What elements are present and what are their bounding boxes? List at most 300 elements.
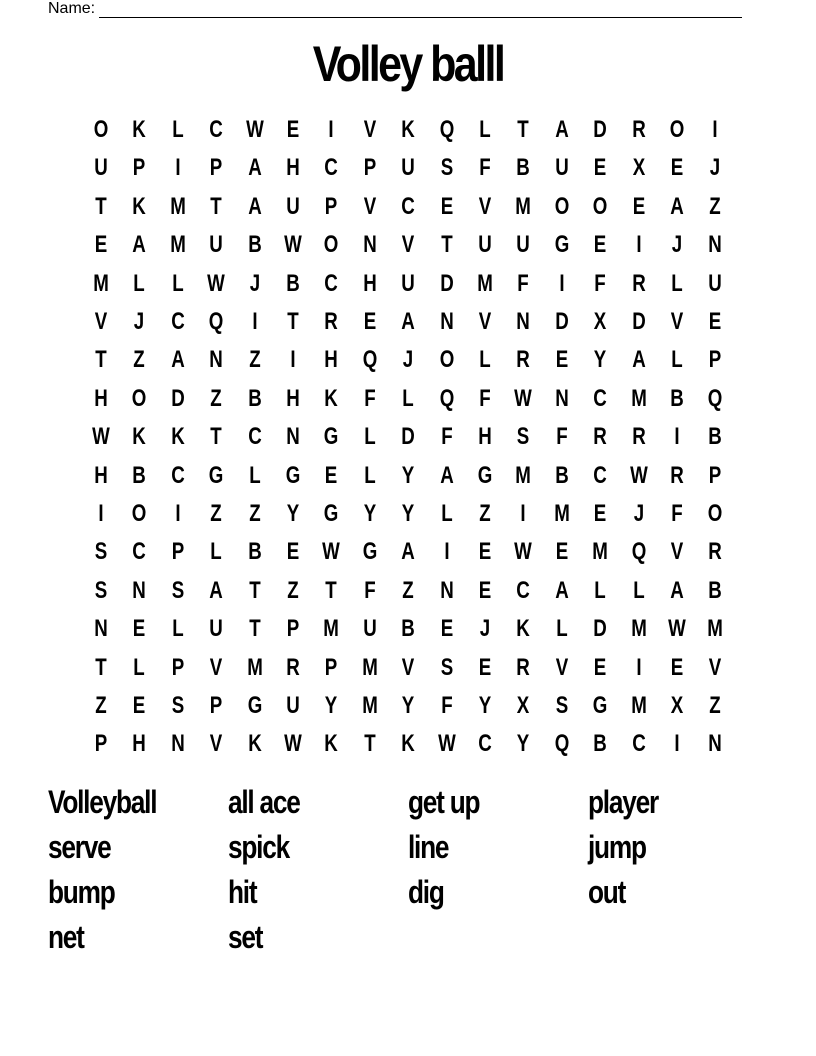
- grid-letter[interactable]: Z: [248, 346, 261, 374]
- grid-letter[interactable]: T: [364, 730, 376, 758]
- grid-letter[interactable]: C: [631, 730, 646, 758]
- grid-letter[interactable]: E: [440, 192, 453, 220]
- grid-letter[interactable]: F: [479, 384, 491, 412]
- grid-letter[interactable]: V: [670, 538, 684, 566]
- grid-letter[interactable]: L: [172, 615, 184, 643]
- grid-letter[interactable]: F: [479, 154, 491, 182]
- name-underline[interactable]: [99, 3, 742, 18]
- grid-letter[interactable]: K: [132, 116, 147, 143]
- grid-letter[interactable]: W: [514, 384, 533, 412]
- grid-letter[interactable]: W: [245, 116, 264, 143]
- grid-letter[interactable]: L: [133, 269, 146, 297]
- grid-letter[interactable]: Q: [439, 116, 454, 143]
- grid-letter[interactable]: C: [478, 730, 492, 758]
- grid-letter[interactable]: M: [361, 692, 378, 719]
- grid-letter[interactable]: N: [363, 231, 377, 259]
- grid-letter[interactable]: Y: [401, 500, 415, 527]
- grid-letter[interactable]: L: [402, 384, 414, 412]
- grid-letter[interactable]: W: [92, 423, 110, 451]
- grid-letter[interactable]: I: [251, 308, 258, 335]
- grid-letter[interactable]: B: [247, 231, 262, 259]
- grid-letter[interactable]: J: [671, 231, 683, 259]
- grid-letter[interactable]: H: [286, 384, 300, 412]
- grid-letter[interactable]: V: [670, 308, 684, 335]
- grid-letter[interactable]: E: [325, 461, 338, 489]
- grid-letter[interactable]: X: [517, 692, 530, 719]
- grid-letter[interactable]: H: [324, 346, 339, 374]
- word-list-item: set: [228, 919, 263, 955]
- grid-letter[interactable]: I: [559, 269, 565, 297]
- grid-letter[interactable]: Q: [362, 346, 378, 374]
- grid-letter[interactable]: D: [593, 116, 607, 143]
- grid-row: [82, 418, 733, 456]
- grid-letter[interactable]: M: [630, 615, 647, 643]
- grid-letter[interactable]: A: [209, 576, 223, 604]
- grid-letter[interactable]: M: [630, 692, 647, 719]
- grid-letter[interactable]: C: [171, 461, 185, 489]
- grid-letter[interactable]: Z: [95, 692, 107, 719]
- grid-letter[interactable]: M: [93, 269, 109, 297]
- grid-letter[interactable]: I: [635, 653, 642, 681]
- grid-letter[interactable]: V: [478, 192, 492, 220]
- grid-letter[interactable]: W: [437, 730, 456, 758]
- grid-letter[interactable]: W: [629, 461, 648, 489]
- grid-letter[interactable]: E: [670, 154, 684, 182]
- grid-letter[interactable]: I: [635, 231, 642, 259]
- grid-letter[interactable]: Z: [402, 576, 414, 604]
- grid-letter[interactable]: A: [555, 576, 569, 604]
- grid-letter[interactable]: B: [132, 461, 147, 489]
- grid-letter[interactable]: S: [171, 692, 185, 719]
- grid-letter[interactable]: A: [439, 461, 454, 489]
- grid-letter[interactable]: M: [323, 615, 340, 643]
- grid-letter[interactable]: B: [516, 154, 531, 182]
- grid-letter[interactable]: H: [94, 384, 108, 412]
- grid-letter[interactable]: L: [440, 500, 453, 527]
- grid-letter[interactable]: A: [670, 192, 684, 220]
- grid-letter[interactable]: S: [440, 154, 453, 182]
- grid-letter[interactable]: W: [322, 538, 341, 566]
- grid-letter[interactable]: E: [555, 346, 569, 374]
- grid-letter[interactable]: V: [478, 308, 492, 335]
- grid-letter[interactable]: B: [593, 730, 607, 758]
- grid-letter[interactable]: G: [324, 500, 339, 527]
- grid-letter[interactable]: N: [286, 423, 300, 451]
- grid-letter[interactable]: C: [132, 538, 147, 566]
- grid-letter[interactable]: U: [401, 269, 415, 297]
- grid-letter[interactable]: Q: [708, 384, 723, 412]
- grid-letter[interactable]: T: [95, 192, 107, 220]
- grid-letter[interactable]: Y: [325, 692, 338, 719]
- grid-letter[interactable]: Q: [554, 730, 570, 758]
- grid-row: [82, 533, 733, 571]
- grid-letter[interactable]: Z: [287, 576, 299, 604]
- grid-letter[interactable]: F: [364, 384, 376, 412]
- grid-letter[interactable]: L: [671, 269, 683, 297]
- grid-letter[interactable]: A: [555, 116, 569, 143]
- grid-letter[interactable]: H: [286, 154, 300, 182]
- grid-letter[interactable]: U: [286, 192, 300, 220]
- word-list-item: hit: [228, 874, 257, 910]
- word-list-item: all ace: [228, 784, 300, 820]
- grid-letter[interactable]: E: [286, 116, 300, 143]
- grid-letter[interactable]: U: [94, 154, 108, 182]
- grid-letter[interactable]: V: [401, 231, 415, 259]
- grid-letter[interactable]: I: [443, 538, 450, 566]
- grid-letter[interactable]: R: [324, 308, 339, 335]
- grid-letter[interactable]: V: [709, 653, 722, 681]
- grid-letter[interactable]: S: [440, 653, 453, 681]
- grid-letter[interactable]: B: [708, 576, 723, 604]
- grid-letter[interactable]: Z: [210, 384, 222, 412]
- grid-letter[interactable]: C: [209, 116, 223, 143]
- grid-letter[interactable]: V: [363, 192, 377, 220]
- grid-letter[interactable]: K: [401, 730, 415, 758]
- grid-letter[interactable]: T: [210, 192, 222, 220]
- grid-letter[interactable]: U: [516, 231, 531, 259]
- grid-letter[interactable]: A: [247, 192, 262, 220]
- grid-letter[interactable]: Y: [363, 500, 377, 527]
- grid-letter[interactable]: G: [477, 461, 493, 489]
- grid-letter[interactable]: E: [440, 615, 453, 643]
- grid-letter[interactable]: M: [169, 231, 186, 259]
- grid-letter[interactable]: D: [401, 423, 415, 451]
- grid-letter[interactable]: F: [556, 423, 568, 451]
- grid-letter[interactable]: A: [670, 576, 684, 604]
- grid-letter[interactable]: D: [439, 269, 454, 297]
- grid-letter[interactable]: M: [169, 192, 186, 220]
- grid-letter[interactable]: G: [592, 692, 608, 719]
- word-list-item: line: [408, 829, 449, 865]
- grid-letter[interactable]: N: [439, 308, 454, 335]
- grid-letter[interactable]: F: [671, 500, 683, 527]
- grid-letter[interactable]: L: [248, 461, 261, 489]
- grid-letter[interactable]: I: [175, 154, 181, 182]
- grid-letter[interactable]: N: [708, 231, 723, 259]
- grid-letter[interactable]: E: [593, 500, 607, 527]
- grid-letter[interactable]: R: [631, 116, 646, 143]
- grid-letter[interactable]: C: [593, 461, 607, 489]
- grid-letter[interactable]: Y: [286, 500, 300, 527]
- grid-letter[interactable]: X: [593, 308, 607, 335]
- grid-letter[interactable]: P: [133, 154, 146, 182]
- grid-letter[interactable]: E: [94, 231, 108, 259]
- grid-letter[interactable]: E: [709, 308, 722, 335]
- grid-letter[interactable]: P: [709, 461, 722, 489]
- grid-letter[interactable]: U: [478, 231, 492, 259]
- word-list: [48, 780, 768, 960]
- grid-letter[interactable]: M: [361, 653, 378, 681]
- grid-letter[interactable]: I: [712, 116, 718, 143]
- grid-letter[interactable]: J: [134, 308, 145, 335]
- grid-letter[interactable]: M: [515, 461, 532, 489]
- grid-letter[interactable]: M: [592, 538, 608, 566]
- grid-letter[interactable]: H: [94, 461, 108, 489]
- grid-letter[interactable]: K: [401, 116, 415, 143]
- grid-letter[interactable]: Z: [479, 500, 491, 527]
- grid-letter[interactable]: N: [439, 576, 454, 604]
- grid-letter[interactable]: R: [516, 346, 531, 374]
- grid-letter[interactable]: M: [707, 615, 724, 643]
- grid-letter[interactable]: T: [210, 423, 222, 451]
- grid-letter[interactable]: Y: [593, 346, 607, 374]
- grid-letter[interactable]: I: [674, 730, 680, 758]
- grid-letter[interactable]: C: [324, 269, 339, 297]
- grid-letter[interactable]: V: [401, 653, 415, 681]
- grid-letter[interactable]: L: [556, 615, 568, 643]
- grid-letter[interactable]: X: [632, 154, 645, 182]
- grid-letter[interactable]: P: [363, 154, 377, 182]
- grid-letter[interactable]: L: [671, 346, 683, 374]
- grid-letter[interactable]: V: [209, 730, 223, 758]
- grid-letter[interactable]: G: [324, 423, 339, 451]
- grid-letter[interactable]: T: [517, 116, 530, 143]
- grid-letter[interactable]: E: [133, 692, 146, 719]
- grid-letter[interactable]: O: [93, 116, 109, 143]
- grid-letter[interactable]: Q: [631, 538, 646, 566]
- grid-letter[interactable]: U: [401, 154, 415, 182]
- grid-letter[interactable]: A: [401, 308, 415, 335]
- grid-letter[interactable]: F: [440, 423, 453, 451]
- grid-letter[interactable]: N: [516, 308, 531, 335]
- grid-letter[interactable]: N: [708, 730, 723, 758]
- grid-letter[interactable]: J: [249, 269, 260, 297]
- grid-letter[interactable]: C: [401, 192, 415, 220]
- grid-letter[interactable]: I: [175, 500, 181, 527]
- grid-letter[interactable]: S: [171, 576, 185, 604]
- grid-letter[interactable]: N: [94, 615, 108, 643]
- grid-letter[interactable]: D: [171, 384, 185, 412]
- grid-letter[interactable]: O: [592, 192, 608, 220]
- grid-letter[interactable]: R: [631, 269, 646, 297]
- grid-letter[interactable]: A: [247, 154, 262, 182]
- grid-letter[interactable]: E: [593, 653, 607, 681]
- grid-letter[interactable]: Z: [210, 500, 222, 527]
- grid-letter[interactable]: W: [284, 730, 302, 758]
- grid-letter[interactable]: B: [247, 384, 262, 412]
- grid-letter[interactable]: G: [208, 461, 224, 489]
- grid-letter[interactable]: U: [209, 615, 223, 643]
- grid-letter[interactable]: U: [286, 692, 300, 719]
- grid-letter[interactable]: N: [209, 346, 223, 374]
- grid-letter[interactable]: C: [593, 384, 607, 412]
- grid-letter[interactable]: K: [171, 423, 185, 451]
- grid-letter[interactable]: X: [670, 692, 684, 719]
- grid-letter[interactable]: L: [172, 116, 184, 143]
- grid-letter[interactable]: K: [247, 730, 262, 758]
- grid-letter[interactable]: E: [555, 538, 569, 566]
- grid-letter[interactable]: C: [247, 423, 262, 451]
- grid-letter[interactable]: S: [94, 576, 108, 604]
- grid-letter[interactable]: H: [363, 269, 377, 297]
- grid-letter[interactable]: T: [248, 576, 261, 604]
- grid-letter[interactable]: L: [594, 576, 606, 604]
- grid-letter[interactable]: J: [479, 615, 491, 643]
- grid-letter[interactable]: B: [555, 461, 569, 489]
- grid-letter[interactable]: L: [133, 653, 146, 681]
- grid-letter[interactable]: K: [132, 192, 147, 220]
- grid-letter[interactable]: S: [94, 538, 108, 566]
- grid-letter[interactable]: T: [440, 231, 453, 259]
- grid-letter[interactable]: M: [630, 384, 647, 412]
- grid-letter[interactable]: D: [593, 615, 607, 643]
- grid-letter[interactable]: E: [478, 538, 492, 566]
- grid-letter[interactable]: M: [246, 653, 263, 681]
- grid-letter[interactable]: R: [593, 423, 607, 451]
- grid-letter[interactable]: H: [132, 730, 147, 758]
- grid-letter[interactable]: Y: [401, 461, 415, 489]
- grid-letter[interactable]: V: [209, 653, 223, 681]
- grid-letter[interactable]: U: [363, 615, 377, 643]
- grid-letter[interactable]: H: [478, 423, 492, 451]
- grid-letter[interactable]: O: [324, 231, 339, 259]
- grid-letter[interactable]: K: [516, 615, 531, 643]
- grid-letter[interactable]: G: [247, 692, 262, 719]
- grid-letter[interactable]: U: [209, 231, 223, 259]
- grid-letter[interactable]: E: [670, 653, 684, 681]
- grid-letter[interactable]: L: [172, 269, 184, 297]
- grid-letter[interactable]: P: [94, 730, 108, 758]
- grid-letter[interactable]: D: [631, 308, 646, 335]
- grid-letter[interactable]: Q: [439, 384, 454, 412]
- grid-letter[interactable]: T: [248, 615, 261, 643]
- grid-letter[interactable]: M: [515, 192, 532, 220]
- grid-letter[interactable]: T: [95, 346, 107, 374]
- grid-letter[interactable]: T: [95, 653, 107, 681]
- grid-letter[interactable]: E: [286, 538, 300, 566]
- grid-letter[interactable]: F: [594, 269, 606, 297]
- grid-letter[interactable]: P: [171, 653, 185, 681]
- grid-letter[interactable]: M: [553, 500, 570, 527]
- grid-letter[interactable]: A: [631, 346, 646, 374]
- grid-letter[interactable]: P: [209, 692, 223, 719]
- grid-letter[interactable]: F: [364, 576, 376, 604]
- name-line: [48, 0, 742, 18]
- grid-letter[interactable]: Z: [133, 346, 146, 374]
- grid-letter[interactable]: C: [324, 154, 339, 182]
- grid-letter[interactable]: V: [555, 653, 569, 681]
- grid-letter[interactable]: L: [632, 576, 645, 604]
- grid-letter[interactable]: P: [325, 192, 338, 220]
- grid-letter[interactable]: K: [324, 384, 339, 412]
- grid-letter[interactable]: L: [210, 538, 222, 566]
- grid-letter[interactable]: V: [94, 308, 108, 335]
- grid-letter[interactable]: O: [132, 500, 147, 527]
- grid-letter[interactable]: N: [171, 730, 185, 758]
- grid-letter[interactable]: E: [478, 653, 492, 681]
- grid-letter[interactable]: C: [171, 308, 185, 335]
- grid-letter[interactable]: E: [363, 308, 377, 335]
- grid-letter[interactable]: Z: [709, 192, 722, 220]
- grid-letter[interactable]: J: [710, 154, 721, 182]
- grid-letter[interactable]: G: [285, 461, 301, 489]
- grid-letter[interactable]: W: [284, 231, 302, 259]
- grid-letter[interactable]: T: [325, 576, 338, 604]
- grid-letter[interactable]: Z: [248, 500, 261, 527]
- grid-letter[interactable]: O: [708, 500, 723, 527]
- grid-letter[interactable]: R: [670, 461, 684, 489]
- grid-letter[interactable]: M: [477, 269, 493, 297]
- grid-letter[interactable]: R: [286, 653, 300, 681]
- grid-letter[interactable]: V: [363, 116, 377, 143]
- grid-letter[interactable]: J: [633, 500, 644, 527]
- grid-letter[interactable]: E: [632, 192, 645, 220]
- grid-letter[interactable]: I: [674, 423, 680, 451]
- grid-letter[interactable]: S: [555, 692, 569, 719]
- grid-letter[interactable]: G: [362, 538, 378, 566]
- grid-letter[interactable]: E: [593, 154, 607, 182]
- grid-letter[interactable]: E: [478, 576, 492, 604]
- grid-letter[interactable]: A: [401, 538, 415, 566]
- grid-row: [82, 111, 733, 149]
- grid-letter[interactable]: A: [171, 346, 185, 374]
- grid-letter[interactable]: O: [132, 384, 147, 412]
- grid-letter[interactable]: Q: [208, 308, 224, 335]
- grid-letter[interactable]: W: [207, 269, 226, 297]
- grid-letter[interactable]: T: [287, 308, 299, 335]
- grid-letter[interactable]: L: [364, 423, 376, 451]
- grid-letter[interactable]: O: [669, 116, 685, 143]
- grid-letter[interactable]: U: [708, 269, 723, 297]
- grid-letter[interactable]: D: [555, 308, 569, 335]
- grid-letter[interactable]: N: [555, 384, 569, 412]
- grid-letter[interactable]: I: [98, 500, 104, 527]
- grid-letter[interactable]: P: [171, 538, 185, 566]
- grid-letter[interactable]: F: [517, 269, 530, 297]
- grid-letter[interactable]: W: [668, 615, 686, 643]
- grid-letter[interactable]: Z: [709, 692, 722, 719]
- grid-letter[interactable]: O: [439, 346, 454, 374]
- grid-letter[interactable]: P: [325, 653, 338, 681]
- grid-letter[interactable]: L: [479, 346, 491, 374]
- grid-letter[interactable]: B: [401, 615, 415, 643]
- grid-letter[interactable]: Y: [517, 730, 530, 758]
- grid-letter[interactable]: L: [479, 116, 491, 143]
- grid-letter[interactable]: B: [670, 384, 684, 412]
- grid-letter[interactable]: F: [440, 692, 453, 719]
- grid-letter[interactable]: B: [286, 269, 300, 297]
- grid-letter[interactable]: I: [328, 116, 334, 143]
- grid-letter[interactable]: L: [364, 461, 376, 489]
- grid-letter[interactable]: R: [516, 653, 531, 681]
- grid-letter[interactable]: R: [631, 423, 646, 451]
- grid-letter[interactable]: Y: [401, 692, 415, 719]
- grid-letter[interactable]: I: [520, 500, 526, 527]
- grid-letter[interactable]: R: [708, 538, 723, 566]
- grid-letter[interactable]: N: [132, 576, 147, 604]
- grid-letter[interactable]: B: [708, 423, 723, 451]
- grid-letter[interactable]: K: [132, 423, 147, 451]
- grid-letter[interactable]: G: [554, 231, 570, 259]
- grid-row: [82, 188, 733, 226]
- grid-letter[interactable]: A: [132, 231, 147, 259]
- grid-letter[interactable]: E: [593, 231, 607, 259]
- grid-letter[interactable]: P: [286, 615, 300, 643]
- grid-letter[interactable]: J: [402, 346, 414, 374]
- grid-letter[interactable]: I: [290, 346, 296, 374]
- grid-letter[interactable]: E: [133, 615, 146, 643]
- grid-letter[interactable]: P: [709, 346, 722, 374]
- grid-letter[interactable]: K: [324, 730, 339, 758]
- grid-letter[interactable]: Y: [478, 692, 492, 719]
- grid-letter[interactable]: W: [514, 538, 533, 566]
- grid-letter[interactable]: P: [209, 154, 223, 182]
- grid-letter[interactable]: C: [516, 576, 531, 604]
- grid-letter[interactable]: S: [517, 423, 530, 451]
- grid-letter[interactable]: O: [554, 192, 570, 220]
- grid-letter[interactable]: U: [555, 154, 569, 182]
- grid-letter[interactable]: B: [247, 538, 262, 566]
